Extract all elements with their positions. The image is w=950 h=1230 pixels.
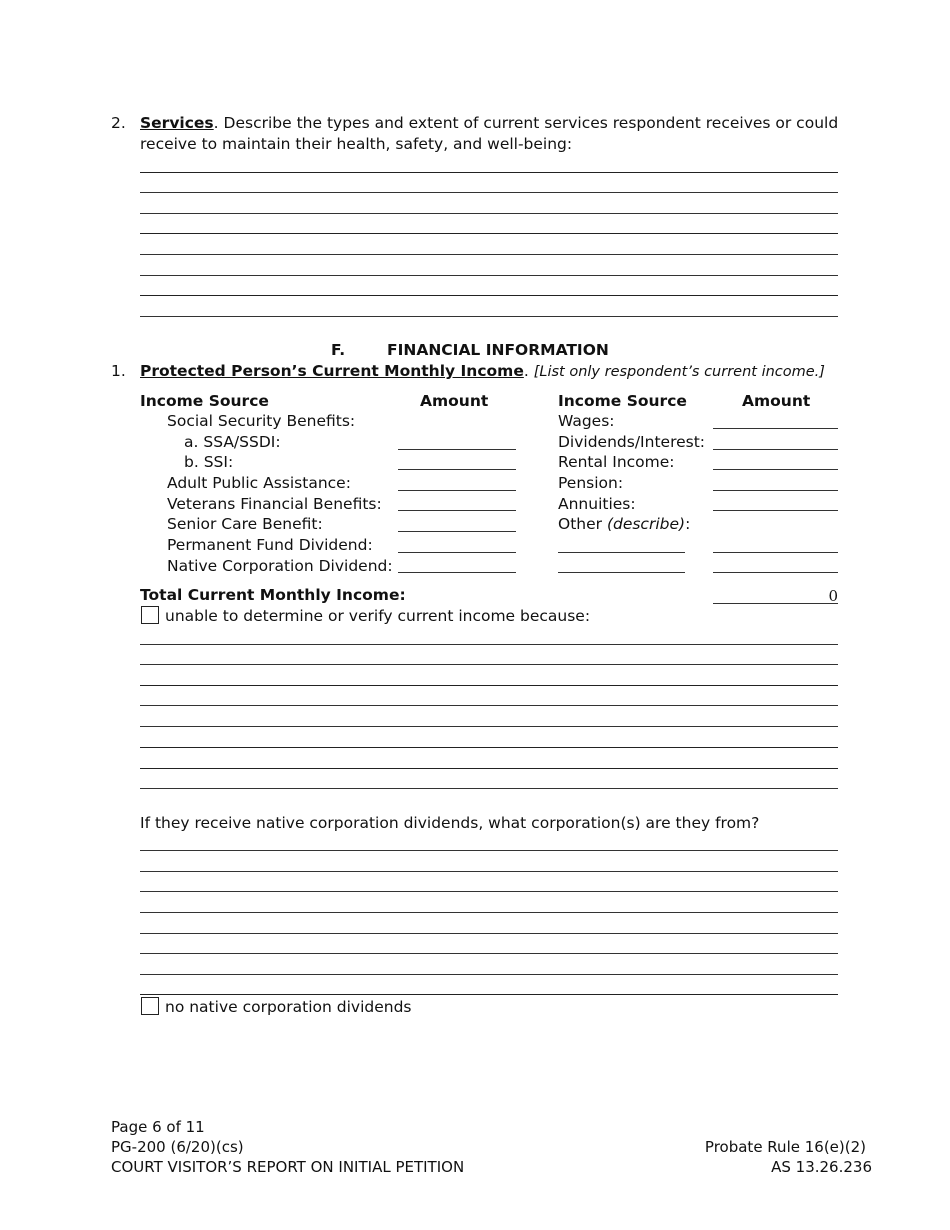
amount-field-pfd[interactable] (398, 552, 516, 553)
other-label-describe: (describe) (606, 515, 686, 533)
amount-field-adult-public-assistance[interactable] (398, 490, 516, 491)
answer-line[interactable] (140, 871, 838, 872)
answer-line[interactable] (140, 644, 838, 645)
amount-field-ssi[interactable] (398, 469, 516, 470)
native-corp-question: If they receive native corporation dividends, what corporation(s) are they from? (140, 814, 760, 832)
income-label-veterans: Veterans Financial Benefits: (167, 495, 382, 513)
services-title: Services (140, 114, 214, 132)
answer-line[interactable] (140, 213, 838, 214)
answer-line[interactable] (140, 664, 838, 665)
no-native-dividends-label: no native corporation dividends (165, 998, 412, 1016)
amount-field-veterans[interactable] (398, 510, 516, 511)
answer-line[interactable] (140, 912, 838, 913)
other-label-text: Other (558, 515, 607, 533)
answer-line[interactable] (140, 788, 838, 789)
income-label-social-security: Social Security Benefits: (167, 412, 356, 430)
other-amount-field-2[interactable] (713, 572, 838, 573)
amount-field-ssa-ssdi[interactable] (398, 449, 516, 450)
answer-line[interactable] (140, 994, 838, 995)
amount-field-rental[interactable] (713, 469, 838, 470)
income-item-note: [List only respondent’s current income.] (533, 364, 825, 380)
other-source-field-2[interactable] (558, 572, 685, 573)
income-item-heading (140, 361, 825, 382)
item-number: 1. (111, 362, 126, 380)
footer-probate-rule: Probate Rule 16(e)(2) (704, 1138, 866, 1156)
left-header-amount: Amount (420, 392, 489, 410)
income-label-senior-care: Senior Care Benefit: (167, 515, 323, 533)
answer-line[interactable] (140, 726, 838, 727)
income-label-rental: Rental Income: (558, 453, 675, 471)
answer-line[interactable] (140, 933, 838, 934)
income-label-adult-public-assistance: Adult Public Assistance: (167, 474, 351, 492)
answer-line[interactable] (140, 172, 838, 173)
answer-line[interactable] (140, 295, 838, 296)
amount-field-pension[interactable] (713, 490, 838, 491)
other-label-colon: : (685, 515, 691, 533)
income-label-pfd: Permanent Fund Dividend: (167, 536, 373, 554)
answer-line[interactable] (140, 316, 838, 317)
income-label-annuities: Annuities: (558, 495, 636, 513)
amount-field-wages[interactable] (713, 428, 838, 429)
footer-form-title: COURT VISITOR’S REPORT ON INITIAL PETITION (111, 1158, 465, 1176)
section-title: FINANCIAL INFORMATION (387, 341, 609, 359)
amount-field-annuities[interactable] (713, 510, 838, 511)
income-label-pension: Pension: (558, 474, 624, 492)
income-item-title: Protected Person’s Current Monthly Income (140, 362, 524, 380)
right-header-source: Income Source (558, 392, 687, 410)
right-header-amount: Amount (742, 392, 811, 410)
footer-statute: AS 13.26.236 (771, 1158, 872, 1176)
answer-line[interactable] (140, 891, 838, 892)
answer-line[interactable] (140, 685, 838, 686)
answer-line[interactable] (140, 705, 838, 706)
answer-line[interactable] (140, 254, 838, 255)
amount-field-dividends[interactable] (713, 449, 838, 450)
total-income-value[interactable]: 0 (828, 587, 838, 605)
income-label-other (558, 514, 690, 534)
services-description: . Describe the types and extent of current services respondent receives or could (213, 114, 839, 132)
services-text-line2: receive to maintain their health, safety, and well-being: (140, 135, 573, 153)
answer-line[interactable] (140, 233, 838, 234)
section-letter: F. (331, 341, 346, 359)
total-income-label: Total Current Monthly Income: (140, 586, 406, 604)
answer-line[interactable] (140, 953, 838, 954)
answer-line[interactable] (140, 768, 838, 769)
unable-to-determine-label: unable to determine or verify current income because: (165, 607, 591, 625)
income-label-dividends: Dividends/Interest: (558, 433, 706, 451)
income-label-ssa-ssdi: a. SSA/SSDI: (184, 433, 281, 451)
amount-field-native-corp[interactable] (398, 572, 516, 573)
answer-line[interactable] (140, 974, 838, 975)
services-text-line1 (140, 113, 838, 133)
amount-field-senior-care[interactable] (398, 531, 516, 532)
no-native-dividends-checkbox[interactable] (141, 997, 159, 1015)
answer-line[interactable] (140, 192, 838, 193)
answer-line[interactable] (140, 275, 838, 276)
answer-line[interactable] (140, 747, 838, 748)
total-income-line (713, 603, 838, 604)
income-label-ssi: b. SSI: (184, 453, 234, 471)
answer-line[interactable] (140, 850, 838, 851)
income-item-period: . (523, 362, 529, 380)
income-label-wages: Wages: (558, 412, 615, 430)
footer-page-number: Page 6 of 11 (111, 1118, 205, 1136)
left-header-source: Income Source (140, 392, 269, 410)
other-source-field-1[interactable] (558, 552, 685, 553)
footer-form-id: PG-200 (6/20)(cs) (111, 1138, 244, 1156)
income-label-native-corp: Native Corporation Dividend: (167, 557, 393, 575)
other-amount-field-1[interactable] (713, 552, 838, 553)
unable-to-determine-checkbox[interactable] (141, 606, 159, 624)
services-number: 2. (111, 114, 126, 132)
